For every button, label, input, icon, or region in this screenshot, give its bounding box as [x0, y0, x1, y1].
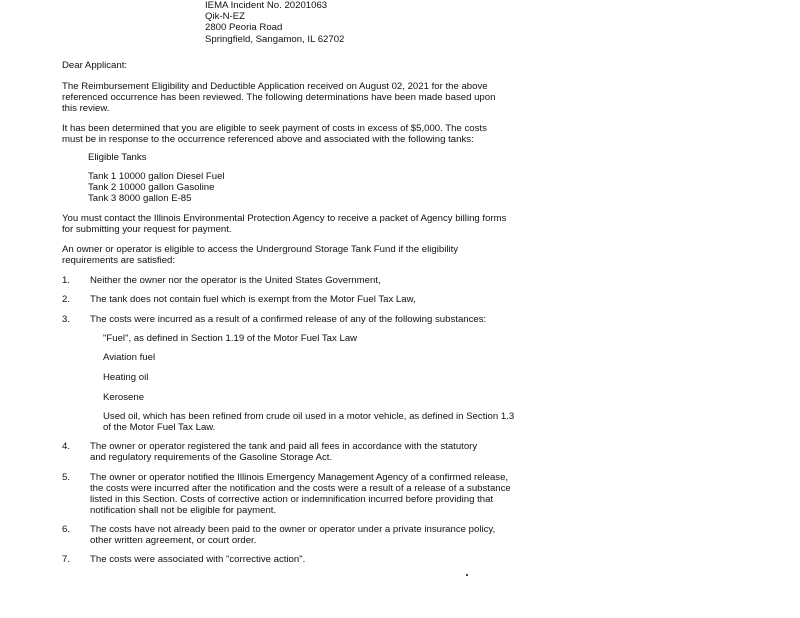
intro-line: this review.: [62, 103, 110, 114]
item-text: The owner or operator registered the tank and paid all fees in accordance with the statutory: [90, 441, 478, 452]
scan-speck: [466, 574, 468, 576]
determination-line: must be in response to the occurrence referenced above and associated with the following tanks:: [62, 134, 474, 145]
item-text: and regulatory requirements of the Gasoline Storage Act.: [90, 452, 333, 463]
contact-line: You must contact the Illinois Environmental Protection Agency to receive a packet of Agency billing forms: [62, 213, 507, 224]
incident-number: IEMA Incident No. 20201063: [205, 0, 328, 11]
item-text: The costs have not already been paid to the owner or operator under a private insurance policy,: [90, 524, 496, 535]
item-number: 2.: [62, 294, 71, 305]
item-text: notification shall not be eligible for payment.: [90, 505, 277, 516]
item-number: 1.: [62, 275, 71, 286]
substance-item: Used oil, which has been refined from crude oil used in a motor vehicle, as defined in Section 1.3: [103, 411, 515, 422]
tank-row: Tank 1 10000 gallon Diesel Fuel: [88, 171, 225, 182]
item-number: 7.: [62, 554, 71, 565]
intro-line: referenced occurrence has been reviewed. The following determinations have been made based upon: [62, 92, 496, 103]
substance-item: Aviation fuel: [103, 352, 156, 363]
item-text: The costs were associated with "corrective action".: [90, 554, 306, 565]
salutation: Dear Applicant:: [62, 60, 128, 71]
item-number: 6.: [62, 524, 71, 535]
item-text: other written agreement, or court order.: [90, 535, 257, 546]
item-number: 3.: [62, 314, 71, 325]
site-city: Springfield, Sangamon, IL 62702: [205, 34, 345, 45]
substance-item: Heating oil: [103, 372, 149, 383]
contact-line: for submitting your request for payment.: [62, 224, 232, 235]
item-text: The tank does not contain fuel which is exempt from the Motor Fuel Tax Law,: [90, 294, 416, 305]
substance-item: "Fuel", as defined in Section 1.19 of the Motor Fuel Tax Law: [103, 333, 358, 344]
substance-item: Kerosene: [103, 392, 145, 403]
item-number: 4.: [62, 441, 71, 452]
item-text: The owner or operator notified the Illinois Emergency Management Agency of a confirmed release,: [90, 472, 509, 483]
tanks-heading: Eligible Tanks: [88, 152, 147, 163]
site-street: 2800 Peoria Road: [205, 22, 283, 33]
intro-line: The Reimbursement Eligibility and Deductible Application received on August 02, 2021 for the above: [62, 81, 488, 92]
determination-line: It has been determined that you are eligible to seek payment of costs in excess of $5,000. The costs: [62, 123, 487, 134]
requirements-intro-line: An owner or operator is eligible to access the Underground Storage Tank Fund if the eligibility: [62, 244, 459, 255]
requirements-intro-line: requirements are satisfied:: [62, 255, 176, 266]
item-text: The costs were incurred as a result of a confirmed release of any of the following substances:: [90, 314, 487, 325]
item-text: the costs were incurred after the notification and the costs were a result of a release of a substance: [90, 483, 511, 494]
tank-row: Tank 2 10000 gallon Gasoline: [88, 182, 215, 193]
item-text: listed in this Section. Costs of corrective action or indemnification incurred before providing that: [90, 494, 494, 505]
substance-item: of the Motor Fuel Tax Law.: [103, 422, 216, 433]
item-number: 5.: [62, 472, 71, 483]
tank-row: Tank 3 8000 gallon E-85: [88, 193, 192, 204]
item-text: Neither the owner nor the operator is the United States Government,: [90, 275, 381, 286]
site-name: Qik-N-EZ: [205, 11, 245, 22]
